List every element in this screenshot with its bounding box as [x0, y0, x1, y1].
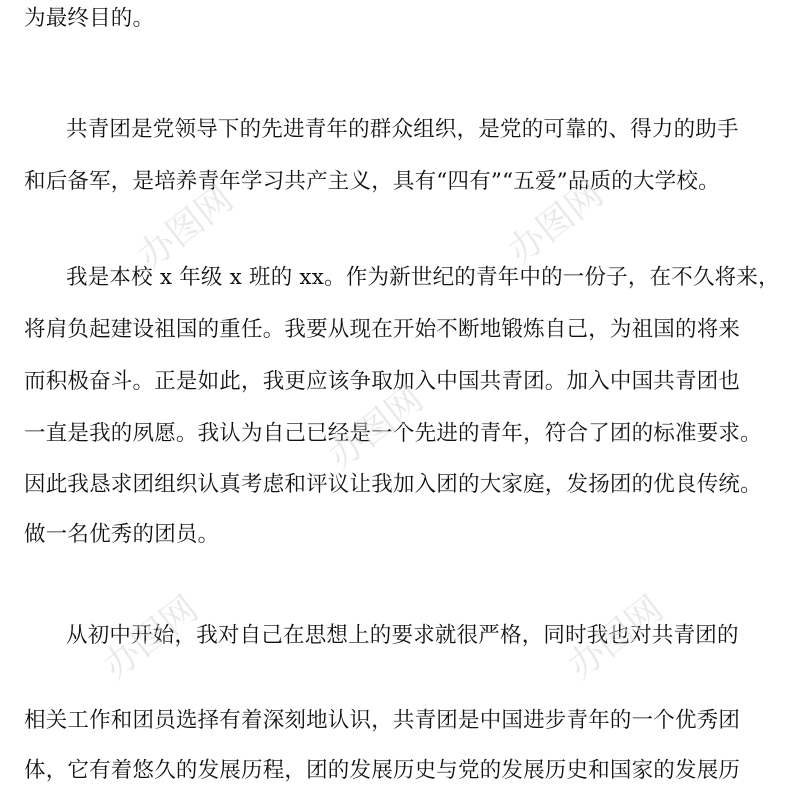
- text-line: 一直是我的夙愿。我认为自己已经是一个先进的青年，符合了团的标准要求。: [24, 421, 762, 446]
- text-line: 为最终目的。: [24, 6, 155, 31]
- text-line: 做一名优秀的团员。: [24, 522, 220, 547]
- text-line: 和后备军，是培养青年学习共产主义，具有“四有”“五爱”品质的大学校。: [24, 169, 720, 194]
- watermark: 办图网: [130, 178, 242, 278]
- watermark: 办图网: [560, 588, 672, 688]
- paragraph-start-line: 我是本校 x 年级 x 班的 xx。作为新世纪的青年中的一份子，在不久将来，: [66, 265, 780, 290]
- text-line: 将肩负起建设祖国的重任。我要从现在开始不断地锻炼自己，为祖国的将来: [24, 317, 741, 342]
- watermark: 办图网: [95, 588, 207, 688]
- watermark: 办图网: [500, 173, 612, 273]
- text-line: 体，它有着悠久的发展历程，团的发展历史与党的发展历史和国家的发展历: [24, 758, 741, 783]
- paragraph-start-line: 共青团是党领导下的先进青年的群众组织，是党的可靠的、得力的助手: [66, 117, 739, 142]
- watermark: 办图网: [320, 378, 432, 478]
- text-line: 而积极奋斗。正是如此，我更应该争取加入中国共青团。加入中国共青团也: [24, 369, 741, 394]
- text-line: 相关工作和团员选择有着深刻地认识，共青团是中国进步青年的一个优秀团: [24, 708, 741, 733]
- text-line: 因此我恳求团组织认真考虑和评议让我加入团的大家庭，发扬团的优良传统。: [24, 472, 762, 497]
- paragraph-start-line: 从初中开始，我对自己在思想上的要求就很严格，同时我也对共青团的: [66, 623, 739, 648]
